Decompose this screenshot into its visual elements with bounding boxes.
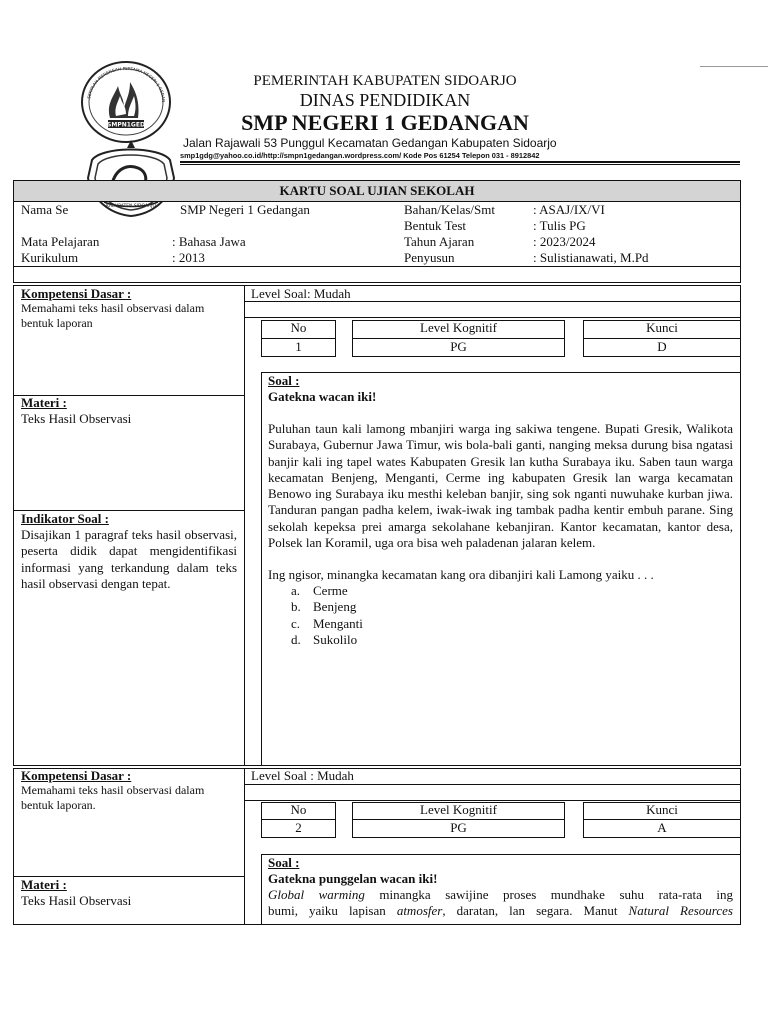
q1-option-b[interactable]: b. Benjeng <box>291 599 357 615</box>
q1-materi-text: Teks Hasil Observasi <box>21 411 132 426</box>
q1-indikator-text: Disajikan 1 paragraf teks hasil observasi, peserta didik dapat mengidentifikasi informasi yang terkandung dalam teks hasil observasi dengan tepat. <box>21 527 237 591</box>
info-value-year: : 2023/2024 <box>533 234 596 249</box>
q1-option-a[interactable]: a. Cerme <box>291 583 348 598</box>
q2-materi-label: Materi : <box>21 877 67 892</box>
q1-kd-label: Kompetensi Dasar : <box>21 286 132 301</box>
letterhead-government: PEMERINTAH KABUPATEN SIDOARJO <box>253 73 517 89</box>
q2-level-header: Level Kognitif <box>420 802 497 817</box>
q1-soal-label: Soal : <box>268 373 300 388</box>
letterhead-rule <box>180 161 740 163</box>
info-value-school: SMP Negeri 1 Gedangan <box>180 202 310 217</box>
letterhead-address: Jalan Rajawali 53 Punggul Kecamatan Gedangan Kabupaten Sidoarjo <box>183 136 557 150</box>
letterhead-department: DINAS PENDIDIKAN <box>299 90 471 110</box>
info-label-subject: Mata Pelajaran <box>21 234 100 249</box>
q1-soal-instruction: Gatekna wacan iki! <box>268 389 377 404</box>
q1-level-value: PG <box>450 339 467 354</box>
info-label-school: Nama Se <box>21 202 69 217</box>
q1-level-header: Level Kognitif <box>420 320 497 335</box>
q1-key-header: Kunci <box>646 320 678 335</box>
q2-soal-line2: bumi, yaiku lapisan atmosfer, daratan, lan segara. Manut Natural Resources <box>268 903 733 918</box>
q2-level: Level Soal : Mudah <box>251 768 354 783</box>
svg-text:SEKOLAH MENENGAH PERTAMA NEGER: SEKOLAH MENENGAH PERTAMA NEGERI 1 GEDAN <box>86 65 167 103</box>
q2-kd-label: Kompetensi Dasar : <box>21 768 132 783</box>
info-label-curriculum: Kurikulum <box>21 250 79 265</box>
info-label-year: Tahun Ajaran <box>404 234 475 249</box>
info-value-curriculum: : 2013 <box>172 250 205 265</box>
q1-level: Level Soal: Mudah <box>251 286 351 301</box>
q1-materi-label: Materi : <box>21 395 67 410</box>
corner-mark <box>700 66 768 67</box>
q1-kd-text: Memahami teks hasil observasi dalam bentuk laporan <box>21 301 205 330</box>
q1-indikator-label: Indikator Soal : <box>21 511 109 526</box>
info-label-class: Bahan/Kelas/Smt <box>404 202 495 217</box>
school-logo <box>80 60 172 144</box>
info-value-author: : Sulistianawati, M.Pd <box>533 250 649 265</box>
q1-key-value: D <box>657 339 667 354</box>
q1-no-value: 1 <box>295 339 302 354</box>
info-value-class: : ASAJ/IX/VI <box>533 202 605 217</box>
q2-no-value: 2 <box>295 820 302 835</box>
q2-soal-instruction: Gatekna punggelan wacan iki! <box>268 871 438 886</box>
q2-key-value: A <box>657 820 667 835</box>
q1-options <box>291 583 363 648</box>
letterhead-contact: smp1gdg@yahoo.co.id/http://smpn1gedangan.wordpress.com/ Kode Pos 61254 Telepon 031 - 8912842 <box>180 151 540 160</box>
q2-level-value: PG <box>450 820 467 835</box>
info-label-author: Penyusun <box>404 250 455 265</box>
info-label-test-form: Bentuk Test <box>404 218 467 233</box>
q2-materi-text: Teks Hasil Observasi <box>21 893 132 908</box>
letterhead-school-name: SMP NEGERI 1 GEDANGAN <box>241 110 529 135</box>
q2-kd-text: Memahami teks hasil observasi dalam bentuk laporan. <box>21 783 205 812</box>
q2-soal-line1: Global warming minangka sawijine proses mundhake suhu rata-rata ing <box>268 887 733 902</box>
q2-soal-label: Soal : <box>268 855 300 870</box>
info-value-subject: : Bahasa Jawa <box>172 234 246 249</box>
q2-key-header: Kunci <box>646 802 678 817</box>
q1-option-c[interactable]: c. Menganti <box>291 615 363 631</box>
q1-option-d[interactable]: d. Sukolilo <box>291 631 358 647</box>
svg-text:KABUPATEN SIDOARJO: KABUPATEN SIDOARJO <box>105 204 157 209</box>
q1-soal-question: Ing ngisor, minangka kecamatan kang ora dibanjiri kali Lamong yaiku . . . <box>268 567 654 582</box>
svg-text:SMPN1GED: SMPN1GED <box>107 121 145 129</box>
q1-no-header: No <box>290 320 307 335</box>
card-title: KARTU SOAL UJIAN SEKOLAH <box>279 183 475 198</box>
info-value-test-form: : Tulis PG <box>533 218 586 233</box>
q1-soal-text: Puluhan taun kali lamong mbanjiri warga ing sakiwa tengene. Bupati Gresik, Walikota Surabaya, Gubernur Jawa Timur, wis bola-bali ganti, nanging meksa durung bisa ngatasi banjir kali ing tapel wates Kabupaten Gresik lan kutha Surabaya iku. Saben taun warga kecamatan Benjeng, Menganti, Cerme ing kabupaten Gresik lan warga kecamatan Benowo ing Surabaya iku mesthi keleban banjir, sing sok nganti nuwuhake kurban jiwa. Tanduran pangan padha kelem, iwak-iwak ing tambak padha kentir embuh parane. Sing sekolah kepeksa prei amarga sekolahane kebanjiran. Kantor kecamatan, kantor desa, Polsek lan Koramil, uga ora bisa weh paladenan jalaran kelem. <box>268 421 733 551</box>
q2-no-header: No <box>290 802 307 817</box>
letterhead-rule-thin <box>180 164 740 165</box>
